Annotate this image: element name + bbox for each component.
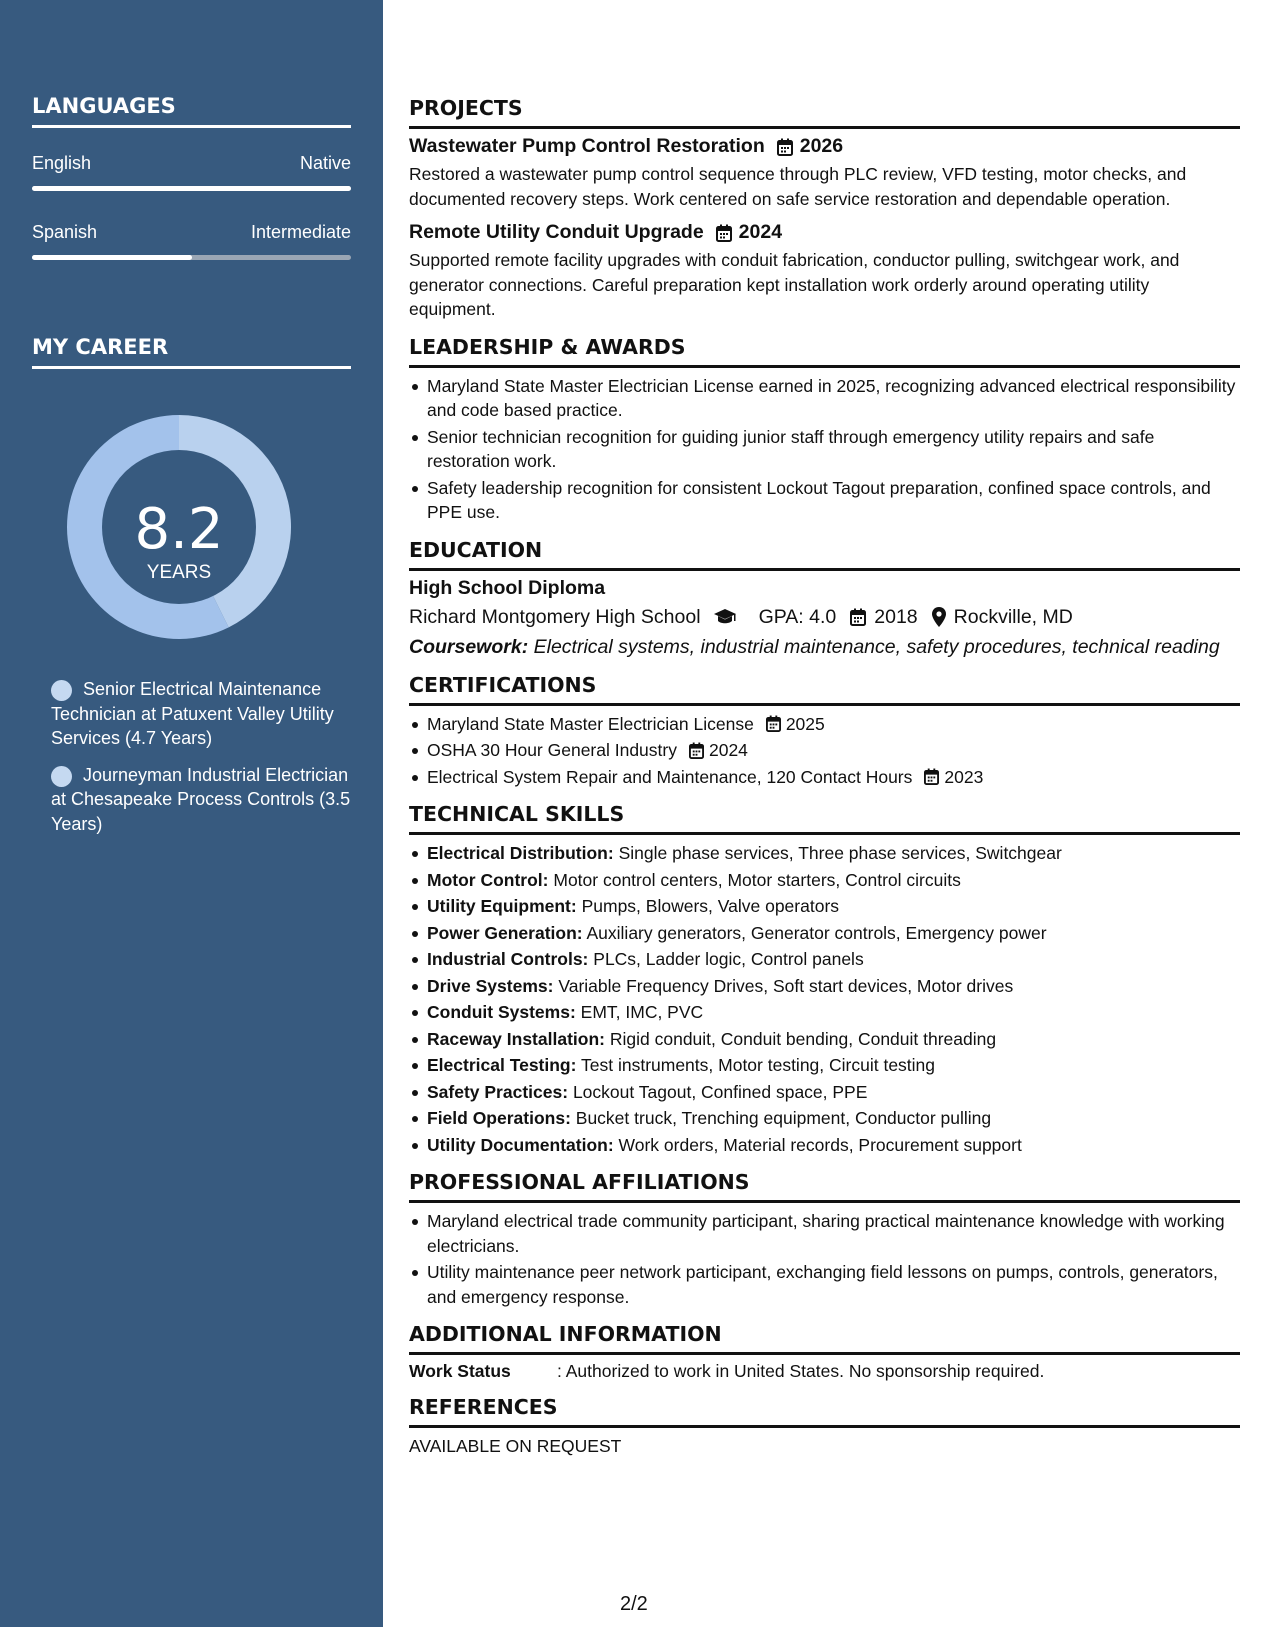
project-date [777, 135, 843, 158]
project-date [716, 221, 782, 244]
career-bullet-icon [51, 680, 72, 701]
skill-item [409, 921, 1240, 946]
skill-value: PLCs, Ladder logic, Control panels [593, 949, 864, 969]
calendar-icon [924, 768, 939, 785]
education-heading: EDUCATION [409, 538, 1240, 571]
project-title-row [409, 135, 1240, 158]
skill-label: Power Generation: [427, 922, 583, 943]
skill-value: Work orders, Material records, Procurement support [618, 1134, 1022, 1155]
skill-label: Electrical Testing: [427, 1055, 577, 1075]
skill-item [409, 1106, 1240, 1131]
project-title-row [409, 221, 1240, 244]
language-name: English [32, 153, 92, 173]
affiliations-list [409, 1209, 1240, 1309]
skill-value: Auxiliary generators, Generator controls, Emergency power [586, 922, 1047, 943]
language-proficiency-fill [32, 186, 351, 191]
certification-name: Electrical System Repair and Maintenance, 120 Contact Hours [427, 766, 913, 787]
education-date [850, 606, 917, 629]
certification-year: 2025 [785, 713, 825, 734]
skill-value: Test instruments, Motor testing, Circuit testing [581, 1055, 936, 1075]
list-item [409, 712, 1240, 737]
career-heading: MY CAREER [32, 335, 351, 369]
language-proficiency-bar [32, 186, 351, 191]
career-total-unit: YEARS [146, 562, 212, 583]
education-degree: High School Diploma [409, 576, 606, 599]
skill-value: Lockout Tagout, Confined space, PPE [572, 1081, 868, 1102]
skill-value: Pumps, Blowers, Valve operators [581, 896, 840, 916]
certification-name: Maryland State Master Electrician License [427, 713, 754, 734]
skill-value: Rigid conduit, Conduit bending, Conduit threading [609, 1028, 997, 1049]
work-status-row [409, 1361, 1240, 1382]
list-item: Maryland State Master Electrician License earned in 2025, recognizing advanced electrical responsibility and code based practice. [409, 374, 1240, 423]
skill-value: Motor control centers, Motor starters, Control circuits [553, 869, 961, 890]
work-status-value: : Authorized to work in United States. No sponsorship required. [557, 1361, 1045, 1381]
project-title: Wastewater Pump Control Restoration [409, 135, 765, 157]
project-item [409, 221, 1240, 322]
coursework-label: Coursework: [409, 635, 529, 658]
leadership-heading: LEADERSHIP & AWARDS [409, 335, 1240, 368]
project-item [409, 135, 1240, 211]
calendar-icon [766, 715, 781, 732]
language-name: Spanish [32, 222, 98, 242]
career-item-text: Journeyman Industrial Electrician at Chesapeake Process Controls (3.5 Years) [51, 764, 351, 834]
certifications-list [409, 712, 1240, 790]
education-location [932, 606, 1073, 629]
project-description: Restored a wastewater pump control sequence through PLC review, VFD testing, motor checks, and documented recovery steps. Work centered on safe service restoration and dependable operation. [409, 164, 1187, 209]
skill-item [409, 1000, 1240, 1025]
main-content [409, 96, 1240, 1459]
education-location-text: Rockville, MD [953, 605, 1073, 628]
education-school-name: Richard Montgomery High School [409, 605, 701, 628]
calendar-icon [777, 138, 793, 156]
skill-label: Utility Equipment: [427, 896, 577, 916]
references-text: AVAILABLE ON REQUEST [409, 1436, 622, 1456]
certification-year: 2024 [708, 740, 748, 760]
sidebar [0, 0, 383, 1627]
list-item: Safety leadership recognition for consistent Lockout Tagout preparation, confined space controls, and PPE use. [409, 476, 1240, 525]
skill-label: Field Operations: [427, 1108, 571, 1128]
skill-item [409, 1027, 1240, 1052]
page-number: 2/2 [620, 1593, 648, 1615]
skill-label: Electrical Distribution: [427, 843, 614, 863]
career-donut-chart [67, 415, 291, 639]
skill-item [409, 1053, 1240, 1078]
certification-year: 2023 [944, 766, 984, 787]
projects-heading: PROJECTS [409, 96, 1240, 129]
education-gpa: GPA: 4.0 [758, 605, 837, 628]
skill-item [409, 1080, 1240, 1105]
skill-item [409, 1133, 1240, 1158]
leadership-list [409, 374, 1240, 525]
references-heading: REFERENCES [409, 1395, 1240, 1428]
skill-value: Variable Frequency Drives, Soft start devices, Motor drives [558, 975, 1014, 996]
list-item [409, 738, 1240, 763]
list-item: Utility maintenance peer network participant, exchanging field lessons on pumps, controls, generators, and emergency response. [409, 1260, 1240, 1309]
language-level: Native [299, 153, 351, 173]
calendar-icon [850, 608, 866, 626]
skill-item [409, 868, 1240, 893]
career-item-text: Senior Electrical Maintenance Technician at Patuxent Valley Utility Services (4.7 Years) [51, 679, 334, 748]
work-status-label: Work Status [409, 1361, 511, 1381]
education-year: 2018 [874, 605, 918, 628]
language-proficiency-fill [32, 255, 192, 260]
skill-label: Motor Control: [427, 869, 549, 890]
list-item [409, 765, 1240, 790]
affiliations-heading: PROFESSIONAL AFFILIATIONS [409, 1170, 1240, 1203]
skills-list [409, 841, 1240, 1157]
education-coursework [409, 635, 1240, 660]
skill-label: Conduit Systems: [427, 1002, 576, 1022]
project-year: 2026 [799, 135, 844, 157]
list-item: Maryland electrical trade community participant, sharing practical maintenance knowledge with working electricians. [409, 1209, 1240, 1258]
skill-label: Drive Systems: [427, 975, 554, 996]
additional-info-heading: ADDITIONAL INFORMATION [409, 1322, 1240, 1355]
skill-item [409, 894, 1240, 919]
graduation-cap-icon [713, 608, 737, 626]
education-meta [409, 606, 1240, 629]
education-school [409, 606, 745, 629]
skill-label: Raceway Installation: [427, 1028, 605, 1049]
skill-item [409, 947, 1240, 972]
coursework-text: Electrical systems, industrial maintenance, safety procedures, technical reading [533, 635, 1220, 658]
language-level: Intermediate [250, 222, 351, 242]
skill-label: Industrial Controls: [427, 949, 589, 969]
skill-label: Utility Documentation: [427, 1134, 614, 1155]
skill-value: Single phase services, Three phase services, Switchgear [618, 843, 1062, 863]
skill-value: EMT, IMC, PVC [580, 1002, 704, 1022]
skill-item [409, 841, 1240, 866]
skill-value: Bucket truck, Trenching equipment, Conductor pulling [575, 1108, 992, 1128]
calendar-icon [689, 742, 704, 759]
career-list [51, 677, 351, 848]
languages-heading: LANGUAGES [32, 94, 351, 128]
skill-label: Safety Practices: [427, 1081, 569, 1102]
certifications-heading: CERTIFICATIONS [409, 673, 1240, 706]
list-item: Senior technician recognition for guiding junior staff through emergency utility repairs and safe restoration work. [409, 425, 1240, 474]
career-item [51, 677, 351, 751]
skills-heading: TECHNICAL SKILLS [409, 802, 1240, 835]
map-pin-icon [932, 607, 946, 627]
project-title: Remote Utility Conduit Upgrade [409, 221, 704, 243]
project-description: Supported remote facility upgrades with conduit fabrication, conductor pulling, switchgear work, and generator connections. Careful preparation kept installation work orderly around operating utility equipment. [409, 250, 1180, 319]
calendar-icon [716, 224, 732, 242]
certification-name: OSHA 30 Hour General Industry [427, 740, 677, 760]
skill-item [409, 974, 1240, 999]
language-proficiency-bar [32, 255, 351, 260]
career-total-years: 8.2 [134, 497, 224, 562]
project-year: 2024 [738, 221, 783, 243]
career-item [51, 763, 351, 837]
career-bullet-icon [51, 766, 72, 787]
